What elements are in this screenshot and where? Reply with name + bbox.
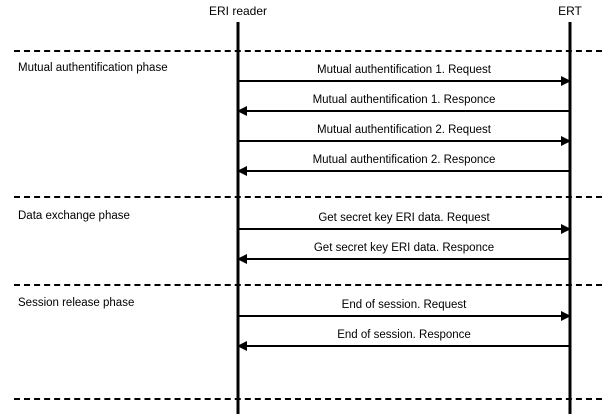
arrowhead-left-icon [237, 106, 247, 116]
separator-top [14, 50, 602, 52]
message-line [238, 170, 570, 172]
message-label: Get secret key ERI data. Request [318, 212, 490, 224]
message-line [238, 110, 570, 112]
message-label: Mutual authentification 2. Request [317, 124, 491, 136]
message-line [238, 228, 570, 230]
separator-after-data [14, 284, 602, 286]
arrowhead-left-icon [237, 166, 247, 176]
lifeline-label-ert: ERT [558, 4, 582, 18]
phase-label-data-exchange: Data exchange phase [18, 210, 130, 222]
message-line [238, 140, 570, 142]
message-line [238, 80, 570, 82]
phase-label-mutual-authentification: Mutual authentification phase [18, 62, 168, 74]
message-label: Mutual authentification 2. Responce [312, 154, 496, 166]
separator-bottom [14, 398, 602, 400]
arrowhead-left-icon [237, 254, 247, 264]
message-line [238, 345, 570, 347]
message-line [238, 315, 570, 317]
lifeline-label-eri-reader: ERI reader [208, 4, 268, 18]
message-label: Mutual authentification 1. Responce [312, 94, 496, 106]
arrowhead-left-icon [237, 341, 247, 351]
arrowhead-right-icon [561, 76, 571, 86]
message-label: End of session. Request [341, 299, 467, 311]
message-line [238, 258, 570, 260]
message-label: Get secret key ERI data. Responce [313, 242, 495, 254]
arrowhead-right-icon [561, 136, 571, 146]
arrowhead-right-icon [561, 311, 571, 321]
phase-label-session-release: Session release phase [18, 297, 135, 309]
arrowhead-right-icon [561, 224, 571, 234]
separator-after-auth [14, 196, 602, 198]
message-label: End of session. Responce [337, 329, 471, 341]
message-label: Mutual authentification 1. Request [317, 64, 491, 76]
